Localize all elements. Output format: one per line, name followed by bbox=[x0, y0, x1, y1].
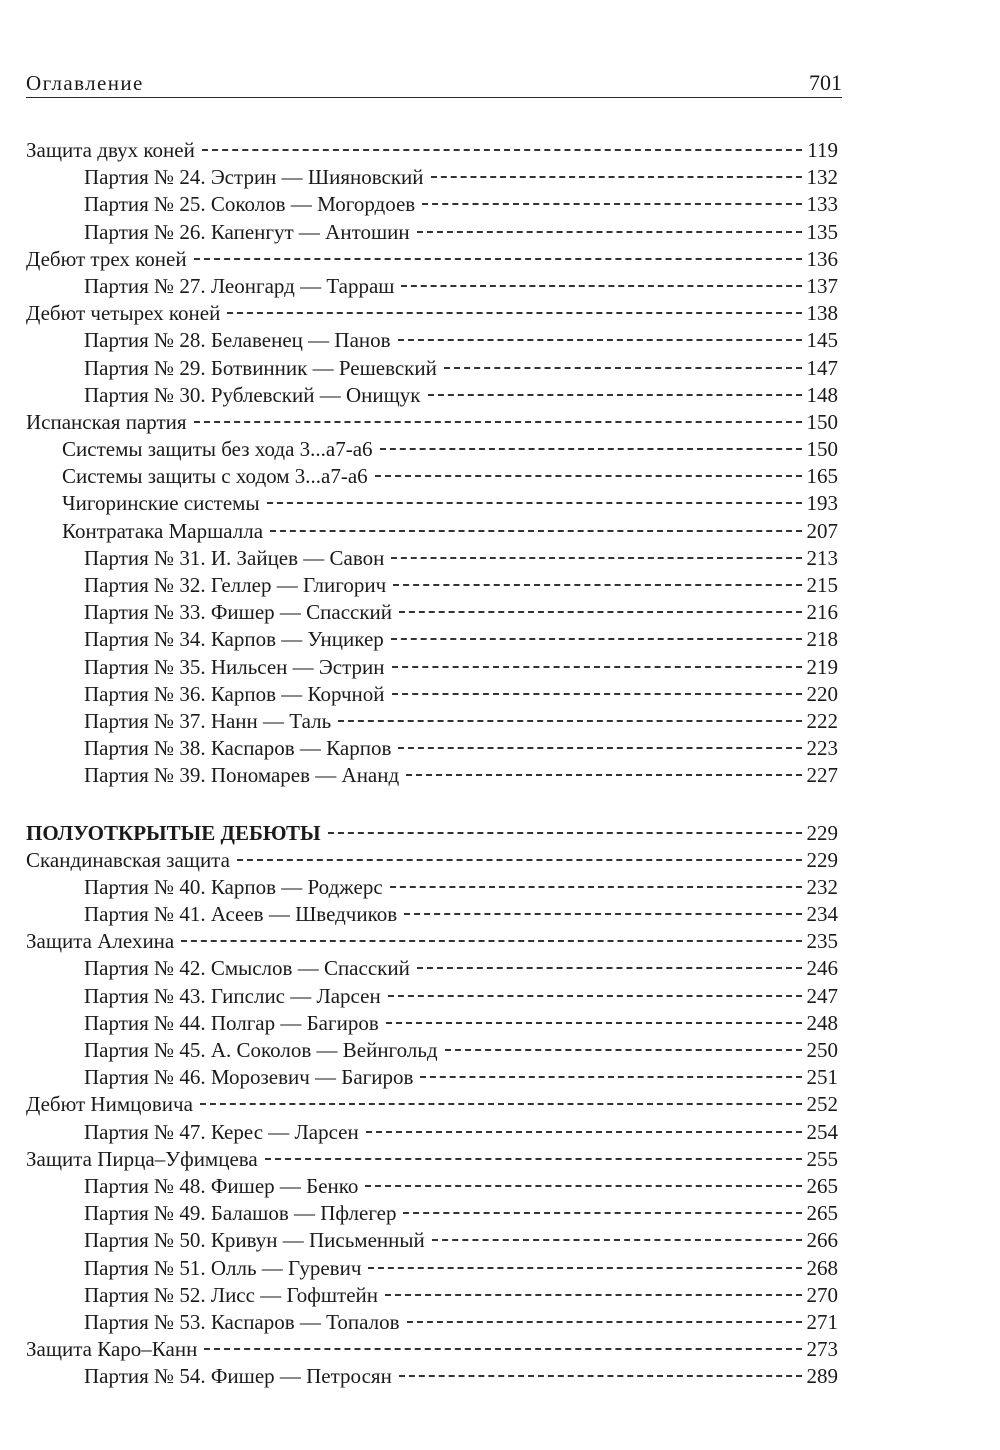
toc-entry-page-number: 119 bbox=[807, 138, 838, 162]
toc-game-entry bbox=[26, 1174, 838, 1201]
toc-game-entry bbox=[26, 192, 838, 219]
dash-leader bbox=[399, 1375, 802, 1377]
toc-section-gap bbox=[26, 791, 838, 821]
toc-entry bbox=[26, 848, 838, 875]
toc-game-entry bbox=[26, 165, 838, 192]
toc-game-entry bbox=[26, 736, 838, 763]
toc-game-entry bbox=[26, 682, 838, 709]
toc-entry-label: Партия № 54. Фишер — Петросян bbox=[84, 1364, 392, 1389]
toc-entry-label: Партия № 44. Полгар — Багиров bbox=[84, 1010, 379, 1035]
dash-leader bbox=[366, 1131, 802, 1133]
toc-entry-page-number: 132 bbox=[806, 165, 838, 190]
toc-entry-page-number: 247 bbox=[806, 983, 838, 1008]
toc-game-entry bbox=[26, 220, 838, 247]
toc-entry-page-number: 246 bbox=[806, 956, 838, 981]
toc-game-entry bbox=[26, 356, 838, 383]
dash-leader bbox=[375, 475, 802, 477]
toc-game-entry bbox=[26, 1283, 838, 1310]
toc-entry-label: Партия № 27. Леонгард — Тарраш bbox=[84, 273, 395, 298]
dash-leader bbox=[417, 967, 802, 969]
toc-entry-page-number: 266 bbox=[806, 1228, 838, 1253]
toc-entry-label: Партия № 36. Карпов — Корчной bbox=[84, 681, 385, 706]
toc-game-entry bbox=[26, 1310, 838, 1337]
toc-game-entry bbox=[26, 902, 838, 929]
toc-entry-page-number: 138 bbox=[806, 301, 838, 326]
toc-entry-label: Защита Пирца–Уфимцева bbox=[26, 1146, 258, 1171]
dash-leader bbox=[392, 693, 802, 695]
dash-leader bbox=[391, 557, 801, 559]
dash-leader bbox=[444, 367, 802, 369]
toc-entry bbox=[26, 410, 838, 437]
toc-entry-label: Партия № 50. Кривун — Письменный bbox=[84, 1228, 425, 1253]
dash-leader bbox=[417, 231, 802, 233]
toc-entry-page-number: 150 bbox=[806, 437, 838, 462]
dash-leader bbox=[391, 638, 802, 640]
toc-entry-label: Партия № 42. Смыслов — Спасский bbox=[84, 956, 410, 981]
dash-leader bbox=[204, 1348, 801, 1350]
dash-leader bbox=[404, 913, 801, 915]
toc-entry-label: Системы защиты без хода 3...а7-а6 bbox=[62, 437, 373, 462]
toc-entry-page-number: 232 bbox=[806, 874, 838, 899]
toc-game-entry bbox=[26, 546, 838, 573]
toc-entry-page-number: 215 bbox=[806, 573, 838, 597]
toc-entry-page-number: 254 bbox=[806, 1119, 838, 1144]
toc-entry bbox=[26, 491, 838, 518]
toc-entry-page-number: 150 bbox=[806, 409, 838, 434]
toc-game-entry bbox=[26, 600, 838, 627]
dash-leader bbox=[422, 203, 801, 205]
toc-entry-label: Партия № 40. Карпов — Роджерс bbox=[84, 874, 383, 899]
toc-entry-page-number: 165 bbox=[806, 464, 838, 489]
dash-leader bbox=[407, 1321, 802, 1323]
toc-entry-label: Партия № 29. Ботвинник — Решевский bbox=[84, 355, 437, 380]
toc-entry bbox=[26, 929, 838, 956]
toc-entry-label: Партия № 46. Морозевич — Багиров bbox=[84, 1065, 414, 1090]
toc-game-entry bbox=[26, 1201, 838, 1228]
dash-leader bbox=[237, 859, 802, 861]
toc-entry-label: Партия № 30. Рублевский — Онищук bbox=[84, 382, 421, 407]
toc-entry-label: Партия № 39. Пономарев — Ананд bbox=[84, 763, 400, 788]
toc-game-entry bbox=[26, 763, 838, 790]
toc-entry-label: Партия № 33. Фишер — Спасский bbox=[84, 600, 393, 625]
toc-entry-page-number: 270 bbox=[806, 1282, 838, 1307]
toc-entry-page-number: 223 bbox=[806, 736, 838, 761]
dash-leader bbox=[401, 285, 801, 287]
toc-entry-label: Партия № 34. Карпов — Унцикер bbox=[84, 627, 384, 652]
toc-game-entry bbox=[26, 383, 838, 410]
toc-entry bbox=[26, 247, 838, 274]
toc-game-entry bbox=[26, 875, 838, 902]
toc-game-entry bbox=[26, 1228, 838, 1255]
toc-entry-label: Партия № 45. А. Соколов — Вейнгольд bbox=[84, 1038, 438, 1062]
toc-entry-label: Дебют Нимцовича bbox=[26, 1092, 193, 1117]
dash-leader bbox=[368, 1267, 801, 1269]
toc-entry-page-number: 220 bbox=[806, 681, 838, 706]
dash-leader bbox=[194, 421, 802, 423]
toc-game-entry bbox=[26, 1011, 838, 1038]
toc-entry-page-number: 147 bbox=[806, 355, 838, 380]
toc-entry-label: Партия № 43. Гипслис — Ларсен bbox=[84, 983, 381, 1008]
toc-entry-page-number: 235 bbox=[806, 929, 838, 954]
toc-entry-label: Партия № 26. Капенгут — Антошин bbox=[84, 219, 410, 244]
toc-entry-label: Дебют четырех коней bbox=[26, 301, 221, 326]
toc-entry-label: ПОЛУОТКРЫТЫЕ ДЕБЮТЫ bbox=[26, 820, 321, 845]
toc-entry-page-number: 137 bbox=[806, 273, 838, 298]
toc-entry-page-number: 265 bbox=[806, 1201, 838, 1226]
toc-entry-page-number: 145 bbox=[806, 328, 838, 353]
toc-entry-page-number: 248 bbox=[806, 1010, 838, 1035]
page-header bbox=[26, 66, 842, 98]
toc-entry-label: Партия № 38. Каспаров — Карпов bbox=[84, 736, 392, 761]
toc-entry-label: Партия № 24. Эстрин — Шияновский bbox=[84, 165, 424, 190]
toc-entry-page-number: 251 bbox=[806, 1065, 838, 1090]
toc-entry-page-number: 265 bbox=[806, 1173, 838, 1198]
toc-entry-label: Партия № 53. Каспаров — Топалов bbox=[84, 1309, 400, 1334]
toc-entry-page-number: 219 bbox=[806, 654, 838, 679]
toc-entry bbox=[26, 1337, 838, 1364]
toc-entry bbox=[26, 464, 838, 491]
dash-leader bbox=[388, 995, 802, 997]
toc-game-entry bbox=[26, 1364, 838, 1391]
toc-entry-page-number: 216 bbox=[806, 600, 838, 625]
dash-leader bbox=[385, 1294, 802, 1296]
dash-leader bbox=[392, 666, 802, 668]
toc-entry-page-number: 250 bbox=[806, 1038, 838, 1062]
dash-leader bbox=[393, 584, 801, 586]
dash-leader bbox=[398, 339, 802, 341]
toc-entry-page-number: 227 bbox=[806, 763, 838, 788]
dash-leader bbox=[386, 1022, 802, 1024]
dash-leader bbox=[202, 149, 802, 151]
toc-entry-page-number: 193 bbox=[806, 491, 838, 516]
page-number: 701 bbox=[809, 70, 842, 95]
toc-game-entry bbox=[26, 709, 838, 736]
toc-game-entry bbox=[26, 328, 838, 355]
toc-entry-label: Защита Алехина bbox=[26, 929, 175, 954]
toc-entry-label: Партия № 32. Геллер — Глигорич bbox=[84, 573, 387, 597]
dash-leader bbox=[428, 394, 802, 396]
dash-leader bbox=[445, 1049, 802, 1051]
toc-game-entry bbox=[26, 1038, 838, 1065]
toc-entry-label: Испанская партия bbox=[26, 409, 187, 434]
toc-entry-page-number: 273 bbox=[806, 1337, 838, 1362]
toc-entry-page-number: 252 bbox=[806, 1092, 838, 1117]
dash-leader bbox=[338, 720, 801, 722]
toc-game-entry bbox=[26, 573, 838, 600]
toc-entry-label: Чигоринские системы bbox=[62, 491, 260, 516]
toc-entry-page-number: 268 bbox=[806, 1255, 838, 1280]
toc-entry-page-number: 229 bbox=[806, 847, 838, 872]
toc-entry-label: Партия № 41. Асеев — Шведчиков bbox=[84, 902, 398, 927]
toc-entry-label: Контратака Маршалла bbox=[62, 518, 264, 543]
toc-entry-label: Защита Каро–Канн bbox=[26, 1337, 198, 1362]
toc-entry-page-number: 207 bbox=[806, 518, 838, 543]
toc-game-entry bbox=[26, 1065, 838, 1092]
toc-entry-label: Партия № 25. Соколов — Могордоев bbox=[84, 192, 416, 217]
toc-entry bbox=[26, 519, 838, 546]
toc-entry-page-number: 222 bbox=[806, 708, 838, 733]
dash-leader bbox=[390, 886, 802, 888]
toc-entry-label: Скандинавская защита bbox=[26, 847, 230, 872]
toc-entry-page-number: 229 bbox=[806, 820, 838, 845]
dash-leader bbox=[380, 448, 802, 450]
toc-entry-label: Партия № 37. Нанн — Таль bbox=[84, 708, 332, 733]
toc-entry bbox=[26, 301, 838, 328]
toc-game-entry bbox=[26, 1256, 838, 1283]
dash-leader bbox=[181, 940, 801, 942]
toc-entry-page-number: 289 bbox=[806, 1364, 838, 1389]
toc-entry bbox=[26, 437, 838, 464]
dash-leader bbox=[328, 832, 802, 834]
toc-entry-label: Партия № 52. Лисс — Гофштейн bbox=[84, 1282, 378, 1307]
toc-entry-page-number: 271 bbox=[806, 1309, 838, 1334]
dash-leader bbox=[267, 502, 802, 504]
toc-entry bbox=[26, 138, 838, 165]
dash-leader bbox=[398, 747, 801, 749]
toc-entry-page-number: 136 bbox=[806, 246, 838, 271]
toc-entry-label: Партия № 48. Фишер — Бенко bbox=[84, 1173, 359, 1198]
toc-entry-label: Защита двух коней bbox=[26, 138, 195, 162]
toc-entry-label: Дебют трех коней bbox=[26, 246, 187, 271]
toc-entry-label: Партия № 28. Белавенец — Панов bbox=[84, 328, 391, 353]
dash-leader bbox=[432, 1239, 802, 1241]
toc-entry-page-number: 148 bbox=[806, 382, 838, 407]
toc-entry-label: Партия № 35. Нильсен — Эстрин bbox=[84, 654, 385, 679]
toc-section-heading bbox=[26, 821, 838, 848]
dash-leader bbox=[265, 1158, 802, 1160]
dash-leader bbox=[399, 611, 801, 613]
toc-entry-label: Партия № 47. Керес — Ларсен bbox=[84, 1119, 359, 1144]
toc-entry-page-number: 133 bbox=[806, 192, 838, 217]
toc-game-entry bbox=[26, 956, 838, 983]
dash-leader bbox=[227, 312, 801, 314]
toc-game-entry bbox=[26, 1120, 838, 1147]
dash-leader bbox=[270, 530, 801, 532]
toc-entry-label: Партия № 31. И. Зайцев — Савон bbox=[84, 545, 385, 570]
dash-leader bbox=[365, 1185, 801, 1187]
toc-game-entry bbox=[26, 655, 838, 682]
running-title: Оглавление bbox=[26, 71, 144, 95]
dash-leader bbox=[420, 1076, 801, 1078]
toc-entry bbox=[26, 1092, 838, 1119]
toc-entry bbox=[26, 1147, 838, 1174]
toc-entry-page-number: 255 bbox=[806, 1146, 838, 1171]
toc-entry-page-number: 234 bbox=[806, 902, 838, 927]
toc-entry-page-number: 135 bbox=[806, 219, 838, 244]
toc-game-entry bbox=[26, 274, 838, 301]
toc-game-entry bbox=[26, 984, 838, 1011]
toc-entry-page-number: 213 bbox=[806, 545, 838, 570]
dash-leader bbox=[403, 1212, 801, 1214]
toc-entry-label: Партия № 49. Балашов — Пфлегер bbox=[84, 1201, 397, 1226]
table-of-contents bbox=[26, 138, 838, 1391]
toc-game-entry bbox=[26, 627, 838, 654]
toc-entry-label: Партия № 51. Олль — Гуревич bbox=[84, 1255, 362, 1280]
toc-entry-label: Системы защиты с ходом 3...а7-а6 bbox=[62, 464, 368, 489]
dash-leader bbox=[200, 1103, 802, 1105]
dash-leader bbox=[194, 258, 802, 260]
toc-entry-page-number: 218 bbox=[806, 627, 838, 652]
dash-leader bbox=[431, 176, 802, 178]
dash-leader bbox=[406, 774, 801, 776]
